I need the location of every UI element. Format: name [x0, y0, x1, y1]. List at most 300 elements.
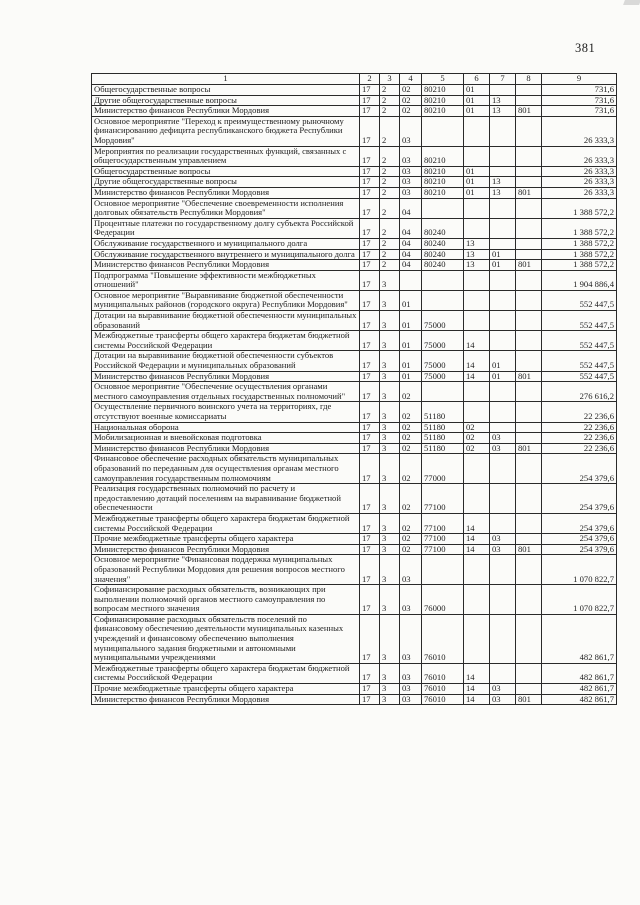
row-col-7	[490, 402, 516, 422]
row-col-7: 03	[490, 694, 516, 705]
row-col-5: 80210	[422, 106, 464, 117]
row-col-7: 13	[490, 106, 516, 117]
row-amount: 26 333,3	[542, 177, 617, 188]
row-col-3: 2	[380, 95, 400, 106]
row-col-8: 801	[516, 443, 542, 454]
row-col-2: 17	[360, 433, 380, 444]
row-col-5: 76010	[422, 684, 464, 695]
row-amount: 482 861,7	[542, 614, 617, 663]
row-col-7	[490, 513, 516, 533]
row-col-6: 14	[464, 684, 490, 695]
row-col-5: 77100	[422, 484, 464, 514]
row-col-3: 3	[380, 311, 400, 331]
row-col-5: 51180	[422, 422, 464, 433]
row-col-6	[464, 555, 490, 585]
row-col-3: 3	[380, 614, 400, 663]
row-name: Процентные платежи по государственному долгу субъекта Российской Федерации	[92, 218, 360, 238]
row-name: Основное мероприятие "Переход к преимущественному рыночному финансированию дефицита республиканского бюджета Республики Мордовия"	[92, 116, 360, 146]
row-col-8	[516, 311, 542, 331]
row-col-6	[464, 402, 490, 422]
row-amount: 1 388 572,2	[542, 218, 617, 238]
row-col-6	[464, 218, 490, 238]
row-col-6: 14	[464, 534, 490, 545]
row-col-2: 17	[360, 106, 380, 117]
row-col-2: 17	[360, 177, 380, 188]
row-name: Подпрограмма "Повышение эффективности межбюджетных отношений"	[92, 270, 360, 290]
row-col-2: 17	[360, 351, 380, 371]
table-row	[92, 544, 617, 555]
row-col-4: 02	[400, 85, 422, 96]
row-col-5	[422, 198, 464, 218]
row-amount: 1 388 572,2	[542, 198, 617, 218]
row-name: Министерство финансов Республики Мордовия	[92, 694, 360, 705]
table-row	[92, 454, 617, 484]
row-col-3: 2	[380, 260, 400, 271]
table-row	[92, 382, 617, 402]
table-row	[92, 177, 617, 188]
row-col-4: 03	[400, 663, 422, 683]
row-col-3: 2	[380, 116, 400, 146]
row-col-7	[490, 331, 516, 351]
row-col-5: 51180	[422, 402, 464, 422]
row-col-3: 3	[380, 433, 400, 444]
row-amount: 1 388 572,2	[542, 260, 617, 271]
table-row	[92, 311, 617, 331]
row-col-4: 03	[400, 614, 422, 663]
row-col-3: 2	[380, 85, 400, 96]
row-col-4: 02	[400, 484, 422, 514]
row-amount: 254 379,6	[542, 454, 617, 484]
row-col-4: 02	[400, 544, 422, 555]
table-row	[92, 85, 617, 96]
table-row	[92, 443, 617, 454]
row-col-5: 76000	[422, 585, 464, 615]
row-col-3: 3	[380, 402, 400, 422]
header-col-9: 9	[542, 74, 617, 85]
row-name: Межбюджетные трансферты общего характера бюджетам бюджетной системы Российской Федерации	[92, 663, 360, 683]
row-col-2: 17	[360, 422, 380, 433]
row-col-4: 02	[400, 106, 422, 117]
row-col-4: 03	[400, 684, 422, 695]
row-col-7	[490, 614, 516, 663]
row-col-7	[490, 218, 516, 238]
row-col-8	[516, 270, 542, 290]
row-col-8: 801	[516, 371, 542, 382]
row-col-8	[516, 684, 542, 695]
row-col-3: 2	[380, 218, 400, 238]
row-col-3: 2	[380, 198, 400, 218]
row-col-3: 3	[380, 534, 400, 545]
row-col-7	[490, 484, 516, 514]
row-col-2: 17	[360, 290, 380, 310]
row-col-6: 01	[464, 166, 490, 177]
table-row	[92, 146, 617, 166]
row-col-2: 17	[360, 454, 380, 484]
row-amount: 731,6	[542, 85, 617, 96]
row-col-4: 03	[400, 694, 422, 705]
row-col-8	[516, 249, 542, 260]
table-row	[92, 95, 617, 106]
row-col-7: 01	[490, 260, 516, 271]
row-amount: 26 333,3	[542, 166, 617, 177]
row-col-3: 2	[380, 238, 400, 249]
row-col-8	[516, 484, 542, 514]
row-amount: 1 904 886,4	[542, 270, 617, 290]
row-col-4	[400, 270, 422, 290]
row-col-2: 17	[360, 238, 380, 249]
row-col-5: 80210	[422, 85, 464, 96]
row-col-3: 3	[380, 331, 400, 351]
row-name: Другие общегосударственные вопросы	[92, 177, 360, 188]
row-col-2: 17	[360, 331, 380, 351]
table-row	[92, 218, 617, 238]
row-col-6: 01	[464, 95, 490, 106]
table-row	[92, 402, 617, 422]
row-col-5	[422, 270, 464, 290]
row-col-6: 13	[464, 260, 490, 271]
row-col-6	[464, 290, 490, 310]
row-amount: 22 236,6	[542, 402, 617, 422]
row-name: Министерство финансов Республики Мордовия	[92, 106, 360, 117]
row-col-4: 02	[400, 402, 422, 422]
row-col-5	[422, 116, 464, 146]
row-amount: 254 379,6	[542, 513, 617, 533]
page-number: 381	[575, 41, 596, 55]
header-col-8: 8	[516, 74, 542, 85]
table-row	[92, 371, 617, 382]
row-amount: 254 379,6	[542, 544, 617, 555]
row-name: Министерство финансов Республики Мордовия	[92, 443, 360, 454]
table-row	[92, 116, 617, 146]
row-col-8: 801	[516, 694, 542, 705]
row-col-6: 14	[464, 513, 490, 533]
row-col-7: 13	[490, 95, 516, 106]
row-amount: 1 070 822,7	[542, 585, 617, 615]
table-row	[92, 484, 617, 514]
header-col-2: 2	[360, 74, 380, 85]
row-col-3: 3	[380, 694, 400, 705]
row-col-7: 01	[490, 371, 516, 382]
row-col-2: 17	[360, 555, 380, 585]
row-col-2: 17	[360, 614, 380, 663]
row-col-4: 01	[400, 351, 422, 371]
row-col-8	[516, 218, 542, 238]
row-col-5: 76010	[422, 614, 464, 663]
row-col-2: 17	[360, 95, 380, 106]
row-col-3: 3	[380, 382, 400, 402]
table-row	[92, 534, 617, 545]
row-col-3: 2	[380, 166, 400, 177]
row-col-7: 03	[490, 433, 516, 444]
row-col-4: 02	[400, 95, 422, 106]
row-col-8	[516, 513, 542, 533]
row-col-3: 3	[380, 513, 400, 533]
table-row	[92, 513, 617, 533]
row-col-7	[490, 382, 516, 402]
table-row	[92, 684, 617, 695]
row-col-6	[464, 311, 490, 331]
row-name: Обслуживание государственного внутреннего и муниципального долга	[92, 249, 360, 260]
row-col-2: 17	[360, 513, 380, 533]
row-col-6: 14	[464, 351, 490, 371]
row-name: Прочие межбюджетные трансферты общего характера	[92, 534, 360, 545]
row-col-7: 03	[490, 684, 516, 695]
row-name: Основное мероприятие "Финансовая поддержка муниципальных образований Республики Мордовия для решения вопросов местного значения"	[92, 555, 360, 585]
row-name: Финансовое обеспечение расходных обязательств муниципальных образований по переданным для осуществления органам местного самоуправления государственным полномочиям	[92, 454, 360, 484]
row-name: Межбюджетные трансферты общего характера бюджетам бюджетной системы Российской Федерации	[92, 331, 360, 351]
row-col-5: 75000	[422, 311, 464, 331]
row-col-6: 01	[464, 85, 490, 96]
row-amount: 1 388 572,2	[542, 238, 617, 249]
row-col-8	[516, 290, 542, 310]
row-col-8	[516, 116, 542, 146]
row-col-5: 80240	[422, 249, 464, 260]
table-row	[92, 198, 617, 218]
row-col-6	[464, 585, 490, 615]
row-col-4: 03	[400, 177, 422, 188]
row-amount: 1 388 572,2	[542, 249, 617, 260]
row-col-8	[516, 614, 542, 663]
row-col-6	[464, 270, 490, 290]
table-row	[92, 187, 617, 198]
row-col-5: 80210	[422, 177, 464, 188]
table-row	[92, 614, 617, 663]
row-name: Основное мероприятие "Обеспечение осуществления органами местного самоуправления отдельных государственных полномочий"	[92, 382, 360, 402]
row-col-2: 17	[360, 166, 380, 177]
row-col-5: 80210	[422, 187, 464, 198]
row-col-2: 17	[360, 311, 380, 331]
row-col-5: 77100	[422, 544, 464, 555]
row-col-7: 13	[490, 177, 516, 188]
row-col-3: 3	[380, 290, 400, 310]
row-col-2: 17	[360, 443, 380, 454]
row-amount: 1 070 822,7	[542, 555, 617, 585]
row-col-6: 01	[464, 177, 490, 188]
row-col-8	[516, 422, 542, 433]
row-col-4: 03	[400, 187, 422, 198]
row-col-7	[490, 238, 516, 249]
row-col-2: 17	[360, 402, 380, 422]
row-col-6	[464, 614, 490, 663]
row-amount: 552 447,5	[542, 290, 617, 310]
row-col-2: 17	[360, 663, 380, 683]
row-name: Межбюджетные трансферты общего характера бюджетам бюджетной системы Российской Федерации	[92, 513, 360, 533]
row-col-5: 77000	[422, 454, 464, 484]
row-col-5: 75000	[422, 371, 464, 382]
header-row	[92, 74, 617, 85]
row-col-8	[516, 95, 542, 106]
row-amount: 552 447,5	[542, 351, 617, 371]
row-col-7	[490, 198, 516, 218]
row-col-7	[490, 116, 516, 146]
table-row	[92, 433, 617, 444]
row-col-7: 13	[490, 187, 516, 198]
row-col-7	[490, 311, 516, 331]
row-name: Министерство финансов Республики Мордовия	[92, 371, 360, 382]
row-col-8	[516, 663, 542, 683]
table-header	[92, 74, 617, 85]
row-col-3: 3	[380, 443, 400, 454]
row-col-4: 02	[400, 382, 422, 402]
row-col-3: 3	[380, 484, 400, 514]
row-amount: 22 236,6	[542, 422, 617, 433]
row-col-7	[490, 270, 516, 290]
row-col-6: 02	[464, 433, 490, 444]
row-col-4: 01	[400, 371, 422, 382]
row-col-8: 801	[516, 260, 542, 271]
table-row	[92, 331, 617, 351]
row-col-6	[464, 382, 490, 402]
row-col-4: 04	[400, 238, 422, 249]
row-col-8	[516, 454, 542, 484]
row-amount: 482 861,7	[542, 663, 617, 683]
row-col-8	[516, 85, 542, 96]
row-col-6: 14	[464, 663, 490, 683]
row-col-8	[516, 351, 542, 371]
row-col-5	[422, 555, 464, 585]
row-col-5: 80240	[422, 238, 464, 249]
row-col-4: 03	[400, 555, 422, 585]
row-name: Обслуживание государственного и муниципального долга	[92, 238, 360, 249]
row-col-2: 17	[360, 260, 380, 271]
row-col-3: 3	[380, 544, 400, 555]
row-col-3: 2	[380, 249, 400, 260]
row-col-8	[516, 331, 542, 351]
row-name: Дотации на выравнивание бюджетной обеспеченности муниципальных образований	[92, 311, 360, 331]
row-col-3: 2	[380, 177, 400, 188]
row-col-4: 02	[400, 433, 422, 444]
table-row	[92, 238, 617, 249]
row-col-3: 3	[380, 422, 400, 433]
row-name: Софинансирование расходных обязательств поселений по финансовому обеспечению деятельности муниципальных казенных учреждений и финансовому обеспечению выполнения муниципального задания бюджетными и автономными муниципальными учреждениями	[92, 614, 360, 663]
row-col-2: 17	[360, 146, 380, 166]
row-amount: 26 333,3	[542, 187, 617, 198]
row-col-7	[490, 422, 516, 433]
row-amount: 26 333,3	[542, 116, 617, 146]
row-col-6: 13	[464, 238, 490, 249]
row-col-2: 17	[360, 116, 380, 146]
row-col-6: 01	[464, 106, 490, 117]
row-col-5: 80210	[422, 146, 464, 166]
row-col-4: 04	[400, 218, 422, 238]
row-amount: 731,6	[542, 106, 617, 117]
row-col-3: 2	[380, 106, 400, 117]
table-row	[92, 422, 617, 433]
budget-table	[91, 73, 617, 705]
row-name: Общегосударственные вопросы	[92, 85, 360, 96]
row-name: Софинансирование расходных обязательств, возникающих при выполнении полномочий органов местного самоуправления по вопросам местного значения	[92, 585, 360, 615]
row-col-4: 02	[400, 513, 422, 533]
row-col-6	[464, 484, 490, 514]
row-col-6: 14	[464, 544, 490, 555]
row-col-6	[464, 198, 490, 218]
row-col-2: 17	[360, 85, 380, 96]
row-col-2: 17	[360, 534, 380, 545]
row-col-7: 01	[490, 351, 516, 371]
row-col-8	[516, 402, 542, 422]
header-col-5: 5	[422, 74, 464, 85]
row-col-2: 17	[360, 684, 380, 695]
row-col-7: 03	[490, 544, 516, 555]
row-col-8: 801	[516, 544, 542, 555]
row-col-4: 03	[400, 166, 422, 177]
row-col-8	[516, 555, 542, 585]
row-col-3: 3	[380, 555, 400, 585]
row-col-7: 03	[490, 443, 516, 454]
table-row	[92, 166, 617, 177]
header-col-1: 1	[92, 74, 360, 85]
row-col-3: 3	[380, 663, 400, 683]
row-col-7	[490, 663, 516, 683]
row-col-8	[516, 177, 542, 188]
row-col-8	[516, 238, 542, 249]
row-col-6	[464, 454, 490, 484]
table-body	[92, 85, 617, 705]
row-name: Осуществление первичного воинского учета на территориях, где отсутствуют военные комиссариаты	[92, 402, 360, 422]
row-col-7: 01	[490, 249, 516, 260]
row-name: Министерство финансов Республики Мордовия	[92, 544, 360, 555]
row-name: Основное мероприятие "Выравнивание бюджетной обеспеченности муниципальных районов (городского округа) Республики Мордовия"	[92, 290, 360, 310]
row-col-5: 51180	[422, 433, 464, 444]
row-col-2: 17	[360, 484, 380, 514]
row-name: Общегосударственные вопросы	[92, 166, 360, 177]
row-amount: 254 379,6	[542, 534, 617, 545]
row-col-5: 80240	[422, 218, 464, 238]
row-col-3: 3	[380, 371, 400, 382]
row-amount: 552 447,5	[542, 311, 617, 331]
row-col-5: 76010	[422, 663, 464, 683]
row-col-4: 01	[400, 290, 422, 310]
row-col-7	[490, 85, 516, 96]
row-amount: 22 236,6	[542, 443, 617, 454]
row-name: Основное мероприятие "Обеспечение своевременности исполнения долговых обязательств Республики Мордовия"	[92, 198, 360, 218]
header-col-6: 6	[464, 74, 490, 85]
row-amount: 482 861,7	[542, 684, 617, 695]
row-col-5: 80240	[422, 260, 464, 271]
row-col-8	[516, 585, 542, 615]
row-col-2: 17	[360, 694, 380, 705]
row-col-8	[516, 534, 542, 545]
row-col-6: 14	[464, 371, 490, 382]
row-col-8	[516, 382, 542, 402]
row-col-2: 17	[360, 249, 380, 260]
row-col-7	[490, 166, 516, 177]
row-col-5: 77100	[422, 534, 464, 545]
row-col-6	[464, 146, 490, 166]
row-name: Министерство финансов Республики Мордовия	[92, 187, 360, 198]
row-name: Мероприятия по реализации государственных функций, связанных с общегосударственным управлением	[92, 146, 360, 166]
table-row	[92, 290, 617, 310]
row-col-2: 17	[360, 371, 380, 382]
row-col-2: 17	[360, 187, 380, 198]
row-col-8	[516, 198, 542, 218]
row-col-8: 801	[516, 187, 542, 198]
header-col-4: 4	[400, 74, 422, 85]
row-col-6: 02	[464, 422, 490, 433]
row-col-2: 17	[360, 382, 380, 402]
row-col-4: 01	[400, 331, 422, 351]
row-col-4: 03	[400, 146, 422, 166]
row-col-5: 80210	[422, 166, 464, 177]
row-col-5	[422, 290, 464, 310]
row-name: Национальная оборона	[92, 422, 360, 433]
row-name: Министерство финансов Республики Мордовия	[92, 260, 360, 271]
row-col-3: 3	[380, 454, 400, 484]
row-name: Мобилизационная и вневойсковая подготовка	[92, 433, 360, 444]
row-col-5: 76010	[422, 694, 464, 705]
row-amount: 254 379,6	[542, 484, 617, 514]
row-col-2: 17	[360, 544, 380, 555]
